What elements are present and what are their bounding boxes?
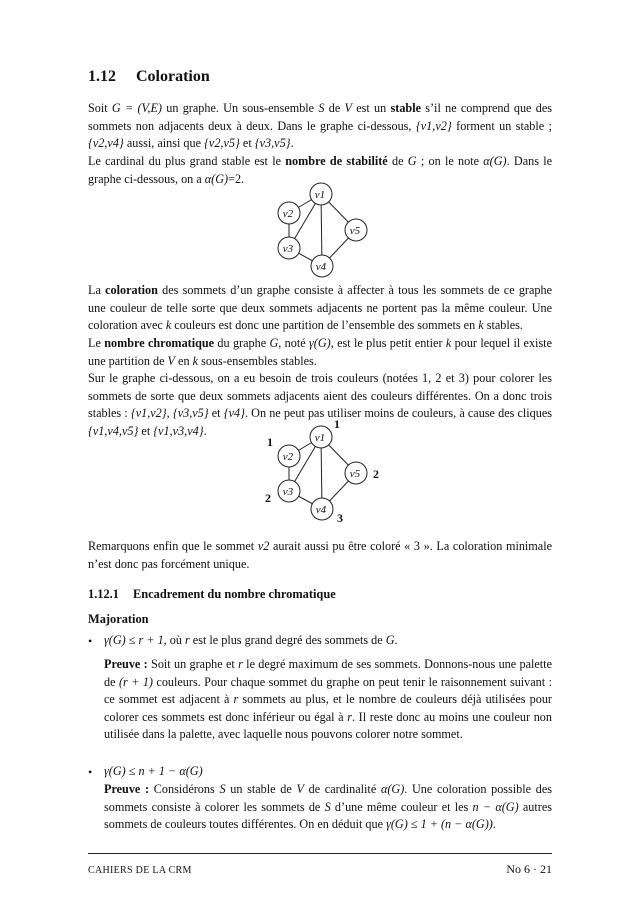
paragraph-chromatic-number: Le nombre chromatique du graphe G, noté γ(G), est le plus petit entier k pour lequel il existe une partition de V en k sous-ensembles stables. — [88, 336, 552, 368]
item-2-statement: γ(G) ≤ n + 1 − α(G) — [104, 764, 203, 778]
footer-rule — [88, 853, 552, 854]
section-number: 1.12 — [88, 68, 116, 85]
paragraph-remark: Remarquons enfin que le sommet v2 aurait aussi pu être coloré « 3 ». La coloration minimale n’est donc pas forcément unique. — [88, 539, 552, 571]
paragraph-stability-number: Le cardinal du plus grand stable est le nombre de stabilité de G ; on le note α(G). Dans le graphe ci-dessous, on a α(G)=2. — [88, 154, 553, 186]
subsection-title-text: Encadrement du nombre chromatique — [132, 587, 336, 601]
footer-page-number: No 6 · 21 — [506, 862, 552, 876]
subsection-title — [88, 587, 336, 602]
item-1-proof: Preuve : Soit un graphe et r le degré maximum de ses sommets. Donnons-nous une palette de (r + 1) couleurs. Pour chaque sommet du graphe on peut tenir le raisonnement suivant : ce sommet est adjacent à r sommets au plus, et le nombre de couleurs déjà utilisées pour colorer ces sommets est donc inférieur ou égal à r. Il reste donc au moins une couleur non utilisée dans la palette, avec laquelle nous pouvons colorer notre sommet. — [104, 657, 552, 742]
node-v2: v2 — [282, 208, 294, 220]
node-v5: v5 — [349, 468, 361, 480]
paragraph-stable-definition: Soit G = (V,E) un graphe. Un sous-ensemble S de V est un stable s’il ne comprend que des sommets non adjacents deux à deux. Dans le graphe ci-dessous, {v1,v2} forment un stable ; {v2,v4} aussi, ainsi que {v2,v5} et {v3,v5}. — [88, 101, 552, 151]
node-v3: v3 — [282, 486, 294, 498]
node-v3: v3 — [282, 243, 294, 255]
color-label-v4: 3 — [337, 511, 343, 525]
color-label-v5: 2 — [373, 467, 379, 481]
paragraph-coloration-definition: La coloration des sommets d’un graphe consiste à affecter à tous les sommets de ce graphe une couleur de telle sorte que deux sommets adjacents ne portent pas la même couleur. Une coloration avec k couleurs est donc une partition de l’ensemble des sommets en k stables. — [88, 283, 552, 333]
color-label-v1: 1 — [334, 417, 340, 431]
bullet-1: • — [88, 634, 93, 648]
majoration-heading: Majoration — [88, 612, 149, 626]
item-2-proof: Preuve : Considérons S un stable de V de cardinalité α(G). Une coloration possible des sommets consiste à colorer les sommets de S d’une même couleur et les n − α(G) autres sommets de couleurs toutes différentes. On en déduit que γ(G) ≤ 1 + (n − α(G)). — [104, 782, 553, 832]
bullet-2: • — [88, 765, 93, 779]
color-label-v2: 1 — [267, 435, 273, 449]
node-v5: v5 — [349, 225, 361, 237]
node-v2: v2 — [282, 451, 294, 463]
node-v4: v4 — [315, 504, 327, 516]
paragraph-example-coloring: Sur le graphe ci-dessous, on a eu besoin de trois couleurs (notées 1, 2 et 3) pour colorer les sommets de sorte que deux sommets adjacents aient des couleurs différentes. On a donc trois stables : {v1,v2}, {v3,v5} et {v4}. On ne peut pas utiliser moins de couleurs, à cause des cliques {v1,v4,v5} et {v1,v3,v4}. — [88, 371, 553, 438]
color-label-v3: 2 — [265, 491, 271, 505]
node-v1: v1 — [314, 432, 326, 444]
node-v4: v4 — [315, 261, 327, 273]
footer-journal-name: CAHIERS DE LA CRM — [88, 865, 192, 876]
item-1-statement: γ(G) ≤ r + 1, où r est le plus grand degré des sommets de G. — [104, 633, 398, 647]
subsection-number: 1.12.1 — [88, 587, 119, 601]
section-title-text: Coloration — [136, 68, 210, 85]
node-v1: v1 — [314, 189, 326, 201]
